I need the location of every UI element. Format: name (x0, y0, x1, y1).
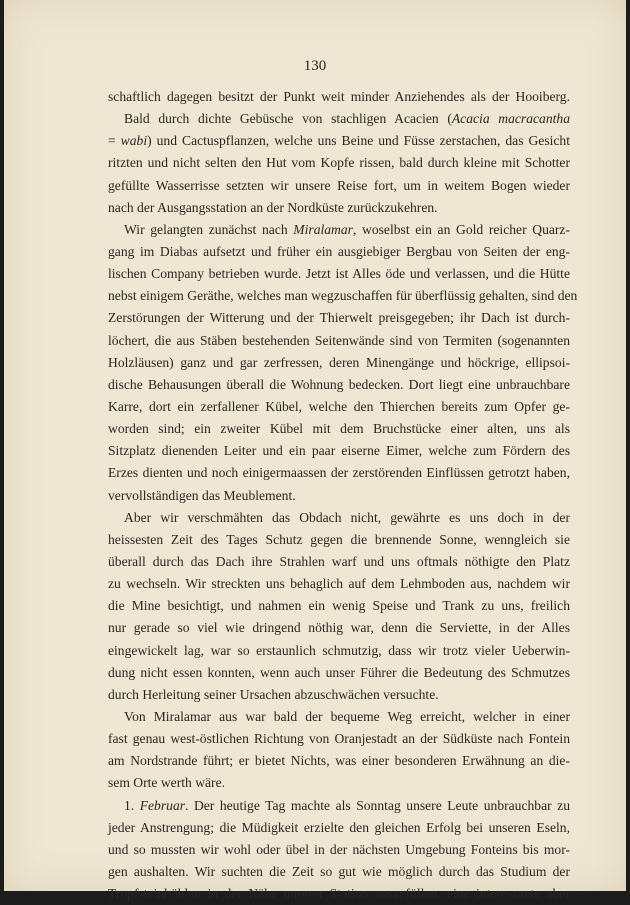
text-line: dische Behausungen überall die Wohnung bedecken. Dort liegt eine unbrauchbare (108, 376, 570, 392)
text-line: vervollständigen das Meublement. (108, 487, 296, 503)
text-line: löchert, die aus Stäben bestehenden Seitenwände sind von Termiten (sogenannten (108, 332, 570, 348)
text-line: Aber wir verschmähten das Obdach nicht, gewährte es uns doch in der (124, 509, 570, 525)
text-line: Wir gelangten zunächst nach Miralamar, woselbst ein an Gold reicher Quarz- (124, 221, 570, 237)
text-line: Tropfsteinhöhlen in der Nähe unserer Station auszufüllen, eine interessante aber (108, 886, 570, 902)
text-line: Zerstörungen der Witterung und der Thierwelt preisgegeben; ihr Dach ist durch- (108, 310, 570, 326)
text-line: jeder Anstrengung; die Müdigkeit erzielte den gleichen Erfolg bei unseren Eseln, (108, 819, 570, 835)
text-line: durch Herleitung seiner Ursachen abzuschwächen versuchte. (108, 686, 439, 702)
text-line: 1. Februar. Der heutige Tag machte als Sonntag unsere Leute unbrauchbar zu (124, 797, 571, 813)
text-line: fast genau west-östlichen Richtung von Oranjestadt an der Südküste nach Fontein (108, 731, 570, 747)
page-number: 130 (303, 58, 327, 74)
text-line: ritzten und nicht selten den Hut vom Kopfe rissen, bald durch kleine mit Schotter (108, 155, 570, 171)
text-line: Erzes dienten und noch einigermaassen der zerstörenden Einflüssen getrotzt haben, (108, 465, 570, 481)
text-line: Sitzplatz dienenden Leiter und ein paar eiserne Eimer, welche zum Fördern des (108, 443, 570, 459)
body-text (108, 86, 578, 905)
text-line: nach der Ausgangsstation an der Nordküste zurückzukehren. (108, 199, 438, 215)
text-line: Bald durch dichte Gebüsche von stachligen Acacien (Acacia macracantha (124, 111, 571, 127)
text-line: nur gerade so viel wie dringend nöthig war, denn die Serviette, in der Alles (108, 620, 570, 636)
text-line: gang im Diabas aufsetzt und früher ein ausgiebiger Bergbau von Seiten der eng- (108, 243, 570, 259)
text-line: die Mine besichtigt, und nahmen ein wenig Speise und Trank zu uns, freilich (108, 598, 570, 614)
text-line: am Nordstrande führt; er bietet Nichts, was einer besonderen Erwähnung an die- (108, 753, 570, 769)
text-line: heissesten Zeit des Tages Schutz gegen die brennende Sonne, wenngleich sie (108, 531, 570, 547)
text-line: dung nicht essen konnten, wenn auch unser Führer die Bedeutung des Schmutzes (108, 664, 570, 680)
text-line: sem Orte werth wäre. (108, 775, 226, 791)
text-line: Von Miralamar aus war bald der bequeme Weg erreicht, welcher in einer (124, 708, 570, 724)
text-line: Holzläusen) ganz und gar zerfressen, deren Minengänge und höckrige, ellipsoi- (108, 354, 570, 370)
text-line: gefüllte Wasserrisse setzten wir unsere Reise fort, um in weitem Bogen wieder (108, 177, 570, 193)
text-line: worden sind; ein zweiter Kübel mit dem Bruchstücke einer alten, uns als (108, 421, 570, 437)
text-line: Karre, dort ein zerfallener Kübel, welche den Thierchen bereits zum Opfer ge- (108, 398, 570, 414)
text-line: und so mussten wir wohl oder übel in der nächsten Umgebung Fonteins bis mor- (108, 841, 570, 857)
text-line: = wabi) und Cactuspflanzen, welche uns Beine und Füsse zerstachen, das Gesicht (108, 133, 570, 149)
text-line: lischen Company betrieben wurde. Jetzt ist Alles öde und verlassen, und die Hütte (108, 266, 570, 282)
book-page (4, 0, 626, 902)
text-line: zu wechseln. Wir streckten uns behaglich auf dem Lehmboden aus, nachdem wir (108, 576, 570, 592)
text-line: schaftlich dagegen besitzt der Punkt weit minder Anziehendes als der Hooiberg. (108, 89, 570, 104)
text-line: eingewickelt lag, war so erstaunlich schmutzig, dass wir trotz vieler Ueberwin- (108, 642, 570, 658)
text-line: überall durch das Dach ihre Strahlen warf und uns oftmals nöthigte den Platz (108, 553, 570, 569)
text-line: gen aushalten. Wir suchten die Zeit so gut wie möglich durch das Studium der (108, 863, 570, 879)
text-line: nebst einigem Geräthe, welches man wegzuschaffen für überflüssig gehalten, sind den (108, 288, 578, 304)
